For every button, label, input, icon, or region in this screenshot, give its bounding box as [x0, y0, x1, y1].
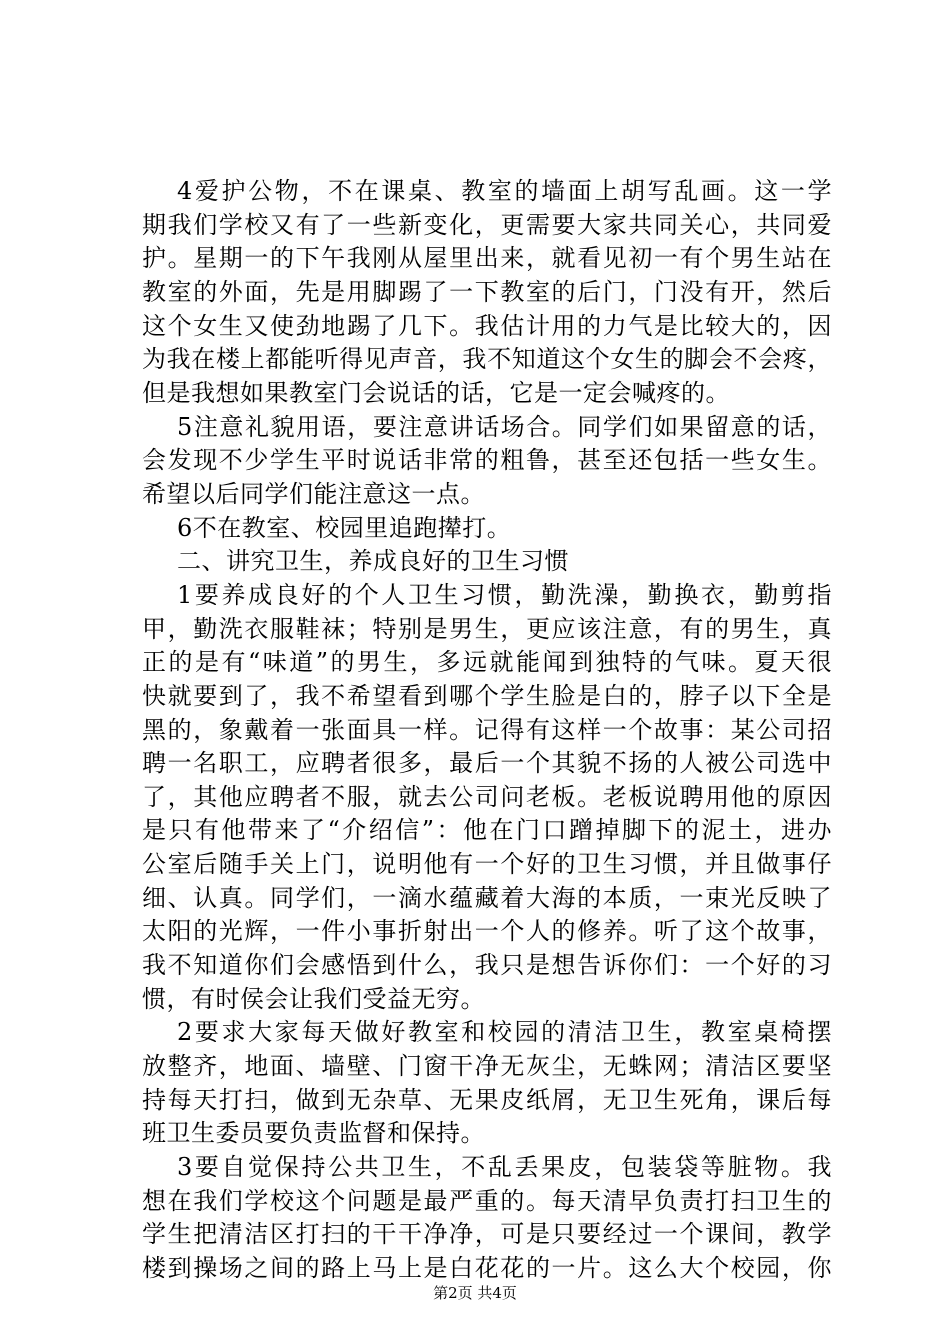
text-line: 我不知道你们会感悟到什么，我只是想告诉你们：一个好的习	[142, 951, 832, 979]
text-line: 班卫生委员要负责监督和保持。	[142, 1119, 485, 1147]
text-line: 3要自觉保持公共卫生，不乱丢果皮，包装袋等脏物。我	[177, 1153, 832, 1181]
text-line: 6不在教室、校园里追跑撵打。	[177, 514, 512, 542]
page-footer: 第2页 共4页	[433, 1284, 517, 1302]
text-line: 甲，勤洗衣服鞋袜；特别是男生，更应该注意，有的男生，真	[142, 615, 832, 643]
text-line: 聘一名职工，应聘者很多，最后一个其貌不扬的人被公司选中	[142, 749, 832, 777]
text-line: 期我们学校又有了一些新变化，更需要大家共同关心，共同爱	[142, 211, 832, 239]
text-line: 4爱护公物，不在课桌、教室的墙面上胡写乱画。这一学	[177, 177, 832, 205]
text-line: 学生把清洁区打扫的干干净净，可是只要经过一个课间，教学	[142, 1220, 832, 1248]
text-line: 楼到操场之间的路上马上是白花花的一片。这么大个校园，你	[142, 1254, 832, 1282]
text-line: 会发现不少学生平时说话非常的粗鲁，甚至还包括一些女生。	[142, 446, 832, 474]
text-line: 正的是有“味道”的男生，多远就能闻到独特的气味。夏天很	[142, 648, 832, 676]
text-line: 5注意礼貌用语，要注意讲话场合。同学们如果留意的话，	[177, 413, 832, 441]
text-line: 这个女生又使劲地踢了几下。我估计用的力气是比较大的，因	[142, 312, 832, 340]
text-line: 护。星期一的下午我刚从屋里出来，就看见初一有个男生站在	[142, 244, 832, 272]
text-line: 1要养成良好的个人卫生习惯，勤洗澡，勤换衣，勤剪指	[177, 581, 832, 609]
text-line: 细、认真。同学们，一滴水蕴藏着大海的本质，一束光反映了	[142, 884, 832, 912]
text-line: 但是我想如果教室门会说话的话，它是一定会喊疼的。	[142, 379, 730, 407]
text-line: 公室后随手关上门，说明他有一个好的卫生习惯，并且做事仔	[142, 850, 832, 878]
text-line: 为我在楼上都能听得见声音，我不知道这个女生的脚会不会疼，	[142, 345, 832, 373]
text-line: 2要求大家每天做好教室和校园的清洁卫生，教室桌椅摆	[177, 1018, 832, 1046]
text-line: 想在我们学校这个问题是最严重的。每天清早负责打扫卫生的	[142, 1187, 832, 1215]
text-line: 惯，有时侯会让我们受益无穷。	[142, 985, 485, 1013]
text-line: 快就要到了，我不希望看到哪个学生脸是白的，脖子以下全是	[142, 682, 832, 710]
text-line: 太阳的光辉，一件小事折射出一个人的修养。听了这个故事，	[142, 917, 832, 945]
text-line: 持每天打扫，做到无杂草、无果皮纸屑，无卫生死角，课后每	[142, 1086, 832, 1114]
text-line: 是只有他带来了“介绍信”：他在门口蹭掉脚下的泥土，进办	[142, 816, 832, 844]
text-line: 黑的，象戴着一张面具一样。记得有这样一个故事：某公司招	[142, 716, 832, 744]
text-line: 放整齐，地面、墙壁、门窗干净无灰尘，无蛛网；清洁区要坚	[142, 1052, 832, 1080]
text-line: 教室的外面，先是用脚踢了一下教室的后门，门没有开，然后	[142, 278, 832, 306]
section-heading: 二、讲究卫生，养成良好的卫生习惯	[177, 547, 569, 575]
text-line: 了，其他应聘者不服，就去公司问老板。老板说聘用他的原因	[142, 783, 832, 811]
text-line: 希望以后同学们能注意这一点。	[142, 480, 485, 508]
